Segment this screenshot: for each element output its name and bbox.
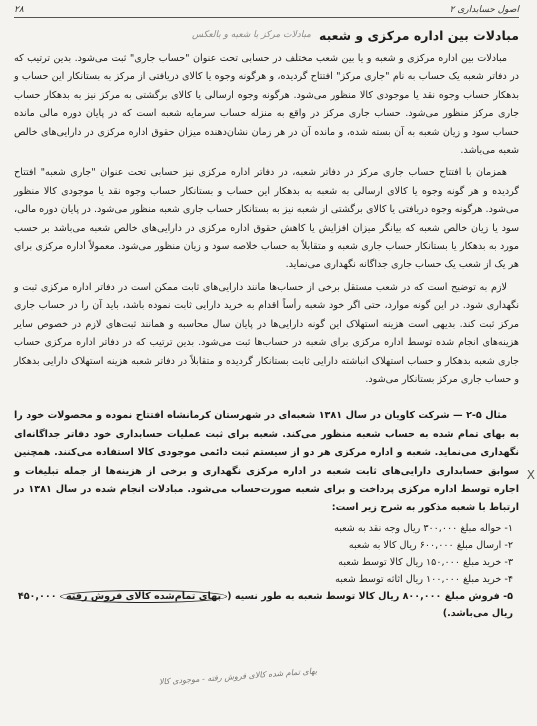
example-label: مثال ۵-۲ [466,410,508,422]
running-header [14,4,519,18]
running-title: اصول حسابداری ۲ [449,5,519,15]
example-intro-text: شرکت کاویان در سال ۱۳۸۱ شعبه‌ای در شهرستان کرمانشاه افتتاح نموده و محصولات خود را به بهای تمام شده به حساب شعبه منظور می‌کند. شعبه برای ثبت عملیات حسابداری خود دفاتر جداگانه‌ای نگهداری می‌نماید. شعبه و اداره مرکزی هر دو از سیستم ثبت دائمی موجودی کالا استفاده می‌کنند. همچنین سوابق حسابداری دارایی‌های ثابت شعبه در اداره مرکزی نگهداری و برخی از هزینه‌ها از جمله تبلیغات و اجاره توسط اداره مرکزی پرداخت و برای شعبه صورت‌حساب می‌شود. مبادلات انجام شده در سال ۱۳۸۱ در ارتباط با شعبه مذکور به شرح زیر است: [14,410,519,514]
list-item: ۲- ارسال مبلغ ۶۰۰,۰۰۰ ریال کالا به شعبه [348,539,513,551]
margin-mark: X [526,468,535,482]
section-heading [14,24,519,46]
paragraph-2: همزمان با افتتاح حساب جاری مرکز در دفاتر شعبه، در دفاتر اداره مرکزی نیز حسابی تحت عنوان "جاری شعبه" افتتاح گردیده و هر گونه وجوه یا کالای ارسالی به شعبه به بدهکار این حساب و بستانکار حساب وجوه نقد یا موجودی کالا منظور می‌شود. هرگونه وجوه دریافتی یا کالای برگشتی از شعبه نیز به بستانکار حساب جاری شعبه منظور می‌شود. در پایان دوره مالی، سود یا زیان خالص شعبه که بیانگر میزان افزایش یا کاهش حقوق اداره مرکزی در دارایی‌های خالص شعبه می‌باشد بر حسب مورد به بدهکار یا بستانکار حساب جاری شعبه و متقابلاً به حساب خلاصه سود و زیان منظور می‌شود. معمولاً اداره مرکزی برای هر یک از شعب یک حساب جاری جداگانه نگهداری می‌نماید. [14,167,519,271]
list-item: ۱- حواله مبلغ ۳۰۰,۰۰۰ ریال وجه نقد به شعبه [334,522,513,534]
circled-phrase: بهای تمام‌شده کالای فروش رفته [60,590,227,603]
item5-prefix: ۵- فروش مبلغ ۸۰۰,۰۰۰ ریال کالا توسط شعبه به طور نسیه [234,590,513,602]
handwritten-title-note: مبادلات مرکز با شعبه و بالعکس [191,30,311,40]
example-intro: مثال ۵-۲ — شرکت کاویان در سال ۱۳۸۱ شعبه‌ای در شهرستان کرمانشاه افتتاح نموده و محصولات خود را به بهای تمام شده به حساب شعبه منظور می‌کند. شعبه برای ثبت عملیات حسابداری خود دفاتر جداگانه‌ای نگهداری می‌نماید. شعبه و اداره مرکزی هر دو از سیستم ثبت دائمی موجودی کالا استفاده می‌کنند. همچنین سوابق حسابداری دارایی‌های ثابت شعبه در اداره مرکزی نگهداری و برخی از هزینه‌ها از جمله تبلیغات و اجاره توسط اداره مرکزی پرداخت و برای شعبه صورت‌حساب می‌شود. مبادلات انجام شده در سال ۱۳۸۱ در ارتباط با شعبه مذکور به شرح زیر است: [14,410,519,514]
page-number: ۲۸ [14,5,24,15]
item5-suffix: ۴۵۰,۰۰۰ ریال می‌باشد. [17,590,513,619]
list-item: ۵- فروش مبلغ ۸۰۰,۰۰۰ ریال کالا توسط شعبه به طور نسیه (بهای تمام‌شده کالای فروش رفته ۴۵۰,۰۰۰ ریال می‌باشد.) [17,590,513,619]
example-items [14,520,519,622]
list-item: ۳- خرید مبلغ ۱۵۰,۰۰۰ ریال کالا توسط شعبه [338,556,513,568]
section-title: مبادلات بین اداره مرکزی و شعبه [319,27,519,43]
paragraph-1: مبادلات بین اداره مرکزی و شعبه و یا بین شعب مختلف در حسابی تحت عنوان "حساب جاری" ثبت می‌شود. بدین ترتیب که در دفاتر شعبه یک حساب به نام "جاری مرکز" افتتاح گردیده، و هرگونه وجوه یا کالای دریافتی از مرکز به بستانکار این حساب و بدهکار حساب وجوه نقد یا موجودی کالا منظور می‌شود. هرگونه وجوه ارسالی یا کالای برگشتی به مرکز نیز به بدهکار حساب جاری مرکز منظور می‌شود. حساب جاری مرکز در واقع به منزله حساب سرمایه شعبه است که در پایان دوره مالی مانده حساب سود و زیان شعبه به آن بسته شده، و مانده آن در هر زمان نشان‌دهنده میزان حقوق اداره مرکزی در دارایی‌های خالص شعبه می‌باشد. [14,53,519,157]
paragraph-3: لازم به توضیح است که در شعب مستقل برخی از حساب‌ها مانند دارایی‌های ثابت ممکن است در دفاتر اداره مرکزی ثبت و نگهداری شود. در این گونه موارد، حتی اگر خود شعبه رأساً اقدام به خرید دارایی ثابت نموده باشد، باید آن را در حساب جاری مرکز ثبت کند. بدیهی است هزینه استهلاک این گونه دارایی‌ها در پایان سال محاسبه و همانند ثبت‌های لازم در خصوص سایر هزینه‌های انجام شده توسط اداره مرکزی برای شعبه در حساب‌ها ثبت می‌شود. بدین ترتیب که در دفاتر اداره مرکزی حساب جاری شعبه بدهکار و حساب استهلاک انباشته دارایی ثابت بستانکار گردیده و متقابلاً در دفاتر شعبه هزینه استهلاک دارایی بدهکار و حساب جاری مرکز بستانکار می‌شود. [14,281,519,385]
list-item: ۴- خرید مبلغ ۱۰۰,۰۰۰ ریال اثاثه توسط شعبه [335,573,513,585]
handwritten-annotation: بهای تمام شده کالای فروش رفته - موجودی کالا [158,666,318,687]
